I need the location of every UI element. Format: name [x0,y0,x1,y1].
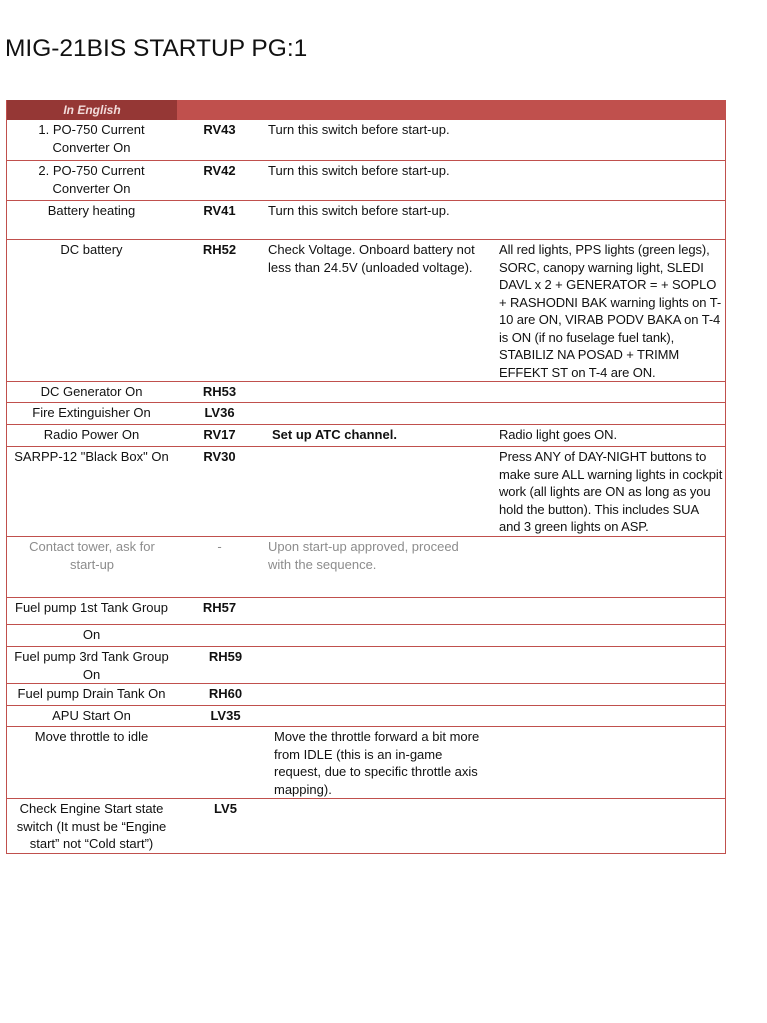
result-cell [493,161,725,200]
result-cell [493,201,725,239]
table-row [7,625,725,647]
table-header [7,100,725,120]
table-row [7,727,725,799]
result-cell: Press ANY of DAY-NIGHT buttons to make sure ALL warning lights in cockpit work (all lights are ON as long as you hold the button). This includes SUA and 3 green lights on ASP. [499,449,723,534]
table-row [7,425,725,447]
step-cell: 2. PO-750 Current Converter On [38,163,145,196]
table-row [7,647,725,684]
action-cell: Set up ATC channel. [272,427,397,442]
control-code-cell: LV35 [210,708,241,723]
control-code-cell: - [217,539,222,554]
action-cell [262,447,493,536]
step-cell: Fire Extinguisher On [32,405,151,420]
step-cell: Battery heating [47,203,136,218]
control-code-cell: LV5 [214,801,237,816]
table-row [7,706,725,727]
result-cell [493,706,725,726]
action-cell [262,382,493,402]
action-cell: Turn this switch before start-up. [268,163,450,178]
control-code-cell [177,625,262,646]
table-row [7,447,725,537]
control-code-cell: RH53 [202,384,237,399]
result-cell [493,598,725,624]
table-row [7,537,725,598]
result-cell [493,799,725,853]
table-row [7,799,725,854]
language-label: In English [7,100,177,120]
step-cell: 1. PO-750 Current Converter On [38,122,145,155]
step-cell: APU Start On [52,708,131,723]
action-cell [262,706,493,726]
control-code-cell: RH59 [208,649,243,664]
table-row [7,684,725,706]
action-cell [262,403,493,424]
step-cell: Move throttle to idle [34,729,149,744]
table-row [7,201,725,240]
result-cell: All red lights, PPS lights (green legs), SORC, canopy warning light, SLEDI DAVL x 2 + GENERATOR = + SOPLO + RASHODNI BAK warning lights on T-10 are ON, VIRAB PODV BAKA on T-4 is ON (if no fuselage fuel tank), STABILIZ NA POSAD + TRIMM EFFEKT ST on T-4 are ON. [499,242,722,380]
action-cell [262,799,493,853]
table-row [7,161,725,201]
step-cell: DC Generator On [40,384,143,399]
step-cell: Contact tower, ask for start-up [29,539,155,572]
control-code-cell: RH60 [208,686,243,701]
control-code-cell: RH57 [202,600,237,615]
startup-checklist-table [6,100,726,854]
table-row [7,403,725,425]
step-cell: Fuel pump 3rd Tank Group On [14,649,169,682]
page-title: MIG-21BIS STARTUP PG:1 [5,35,308,62]
result-cell [493,537,725,597]
action-cell: Turn this switch before start-up. [268,203,450,218]
control-code-cell: LV36 [204,405,235,420]
action-cell: Turn this switch before start-up. [268,122,450,137]
control-code-cell: RV17 [203,427,236,442]
action-cell [262,625,493,646]
action-cell: Check Voltage. Onboard battery not less than 24.5V (unloaded voltage). [268,242,475,275]
step-cell: Fuel pump 1st Tank Group [15,600,168,615]
control-code-cell: RV43 [203,122,236,137]
control-code-cell: RH52 [202,242,237,257]
step-cell: DC battery [60,242,123,257]
control-code-cell: RV42 [203,163,236,178]
control-code-cell: RV41 [203,203,236,218]
result-cell: Radio light goes ON. [499,427,617,442]
result-cell [493,647,725,683]
result-cell [493,684,725,705]
table-row [7,120,725,161]
result-cell [493,403,725,424]
result-cell [493,625,725,646]
action-cell: Upon start-up approved, proceed with the sequence. [268,539,459,572]
action-cell: Move the throttle forward a bit more from IDLE (this is an in-game request, due to specific throttle axis mapping). [274,729,480,797]
control-code-cell [177,727,262,798]
step-cell: SARPP-12 "Black Box" On [14,449,169,464]
step-cell: On [82,627,101,642]
step-cell: Check Engine Start state switch (It must be “Engine start” not “Cold start”) [16,801,167,851]
action-cell [262,684,493,705]
step-cell: Fuel pump Drain Tank On [17,686,166,701]
result-cell [493,727,725,798]
table-row [7,598,725,625]
table-row [7,240,725,382]
step-cell: Radio Power On [43,427,140,442]
action-cell [262,647,493,683]
control-code-cell: RV30 [203,449,236,464]
result-cell [493,382,725,402]
action-cell [262,598,493,624]
result-cell [493,120,725,160]
table-row [7,382,725,403]
